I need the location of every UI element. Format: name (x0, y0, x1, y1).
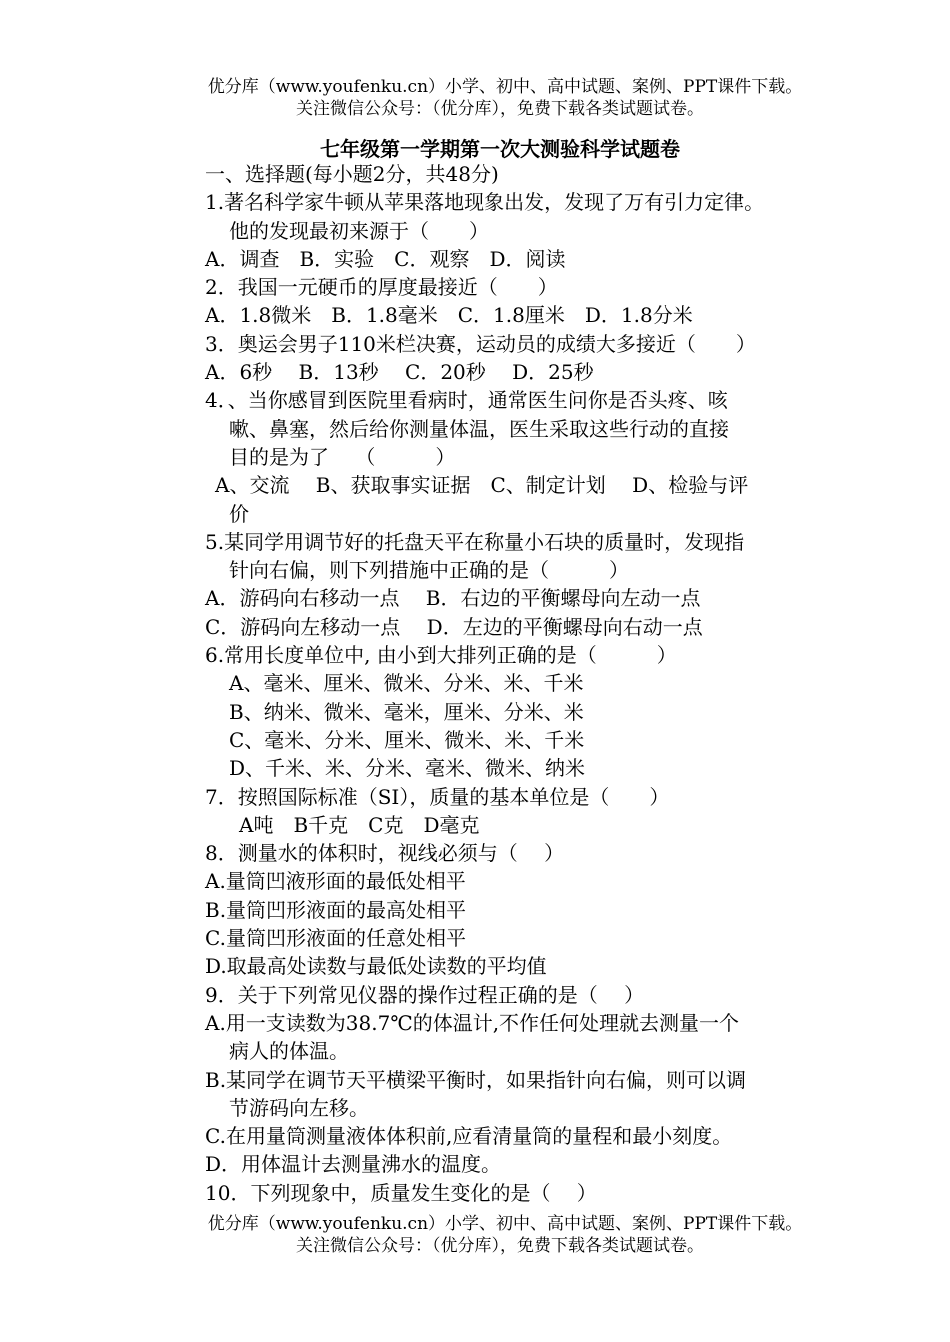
question-8-option-b: B.量筒凹形液面的最高处相平 (205, 897, 467, 922)
section-heading: 一、选择题(每小题2分，共48分) (205, 162, 499, 186)
page-title: 七年级第一学期第一次大测验科学试题卷 (320, 137, 680, 161)
question-8-option-a: A.量筒凹液形面的最低处相平 (205, 869, 466, 894)
question-2: 2．我国一元硬币的厚度最接近（ ） (205, 275, 558, 300)
question-4-cont2: 目的是为了 （ ） (229, 444, 456, 469)
question-6-option-c: C、毫米、分米、厘米、微米、米、千米 (229, 727, 585, 752)
question-9: 9．关于下列常见仪器的操作过程正确的是（ ） (205, 982, 645, 1007)
question-1-cont: 他的发现最初来源于（ ） (229, 218, 489, 243)
question-9-option-b-cont: 节游码向左移。 (229, 1095, 369, 1120)
header-bottom-line1: 优分库（www.youfenku.cn）小学、初中、高中试题、案例、PPT课件下载。 (207, 1214, 803, 1234)
question-5-options-cd: C．游码向左移动一点 D．左边的平衡螺母向右动一点 (205, 614, 703, 639)
question-6-option-a: A、毫米、厘米、微米、分米、米、千米 (229, 671, 584, 696)
question-9-option-d: D．用体温计去测量沸水的温度。 (205, 1152, 502, 1177)
question-4-cont: 嗽、鼻塞，然后给你测量体温，医生采取这些行动的直接 (229, 416, 729, 441)
question-4-options: A、交流 B、获取事实证据 C、制定计划 D、检验与评 (215, 473, 749, 498)
question-7-options: A吨 B千克 C克 D毫克 (239, 812, 480, 837)
header-top (0, 76, 950, 120)
question-6-option-d: D、千米、米、分米、毫米、微米、纳米 (229, 756, 586, 781)
question-5-cont: 针向右偏，则下列措施中正确的是（ ） (229, 558, 629, 583)
question-10: 10．下列现象中，质量发生变化的是（ ） (205, 1180, 597, 1205)
exam-content (205, 160, 825, 1207)
header-top-line1: 优分库（www.youfenku.cn）小学、初中、高中试题、案例、PPT课件下载。 (207, 77, 803, 97)
question-1: 1.著名科学家牛顿从苹果落地现象出发，发现了万有引力定律。 (205, 190, 765, 215)
question-4: 4．、当你感冒到医院里看病时，通常医生问你是否头疼、咳 (205, 388, 728, 413)
question-2-options: A．1.8微米 B．1.8毫米 C．1.8厘米 D．1.8分米 (205, 303, 693, 328)
question-5-options-ab: A．游码向右移动一点 B．右边的平衡螺母向左动一点 (205, 586, 701, 611)
question-6-option-b: B、纳米、微米、毫米，厘米、分米、米 (229, 699, 584, 724)
question-6: 6.常用长度单位中, 由小到大排列正确的是（ ） (205, 643, 677, 668)
question-3-options: A．6秒 B．13秒 C．20秒 D．25秒 (205, 360, 594, 385)
question-8: 8．测量水的体积时，视线必须与（ ） (205, 841, 565, 866)
header-bottom (0, 1213, 950, 1257)
question-9-option-a: A.用一支读数为38.7℃的体温计,不作任何处理就去测量一个 (205, 1010, 740, 1035)
question-9-option-a-cont: 病人的体温。 (229, 1039, 349, 1064)
question-5: 5.某同学用调节好的托盘天平在称量小石块的质量时，发现指 (205, 529, 745, 554)
question-7: 7．按照国际标准（SI），质量的基本单位是（ ） (205, 784, 670, 809)
question-1-options: A．调查 B．实验 C．观察 D．阅读 (205, 246, 566, 271)
question-4-options-cont: 价 (229, 501, 249, 526)
question-8-option-c: C.量筒凹形液面的任意处相平 (205, 926, 466, 951)
header-bottom-line2: 关注微信公众号：（优分库），免费下载各类试题试卷。 (296, 1236, 704, 1256)
question-8-option-d: D.取最高处读数与最低处读数的平均值 (205, 954, 547, 979)
header-top-line2: 关注微信公众号：（优分库），免费下载各类试题试卷。 (296, 99, 704, 119)
question-9-option-c: C.在用量筒测量液体体积前,应看清量筒的量程和最小刻度。 (205, 1124, 733, 1149)
question-3: 3．奥运会男子110米栏决赛，运动员的成绩大多接近（ ） (205, 331, 756, 356)
question-9-option-b: B.某同学在调节天平横梁平衡时，如果指针向右偏，则可以调 (205, 1067, 747, 1092)
